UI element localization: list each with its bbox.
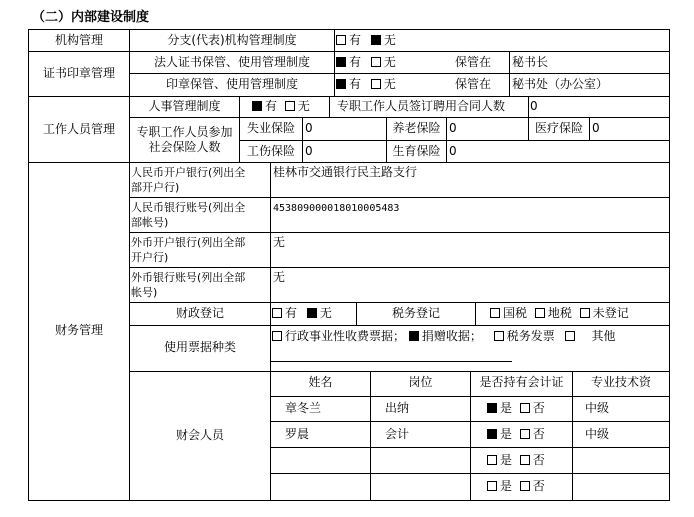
hr-yes-checkbox[interactable]: [252, 101, 262, 111]
insurance-label-line2: 社会保险人数: [148, 140, 221, 154]
seal-policy-label: 印章保管、使用管理制度: [165, 77, 298, 91]
staff-1-cert-yes-checkbox[interactable]: [487, 403, 497, 413]
finance-reg-yes-checkbox[interactable]: [272, 308, 282, 318]
fx-account-label-line1: 外币银行账号(列出全部: [131, 271, 246, 284]
seal-keeper-label: 保管在: [455, 77, 492, 91]
finance-reg-no-checkbox[interactable]: [307, 308, 317, 318]
seal-no-checkbox[interactable]: [371, 79, 381, 89]
receipt-types-label: 使用票据种类: [163, 340, 236, 354]
admin-fee-receipt-checkbox[interactable]: [272, 331, 282, 341]
staff-3-cert-no-checkbox[interactable]: [520, 455, 530, 465]
col-title-header: 专业技术资: [590, 375, 651, 389]
unemployment-label: 失业保险: [246, 121, 295, 135]
unregistered-checkbox[interactable]: [580, 308, 590, 318]
rmb-account-value: 453809000018010005483: [273, 203, 400, 214]
legal-cert-keeper-label: 保管在: [455, 55, 492, 69]
injury-label: 工伤保险: [246, 144, 295, 158]
unemployment-value: 0: [305, 121, 313, 135]
rmb-account-label-line1: 人民币银行账号(列出全: [131, 201, 246, 214]
staff-2-title: 中级: [585, 427, 610, 441]
tax-registration-options: 国税 地税 未登记: [490, 306, 629, 321]
staff-1-name: 章冬兰: [285, 401, 322, 415]
rmb-bank-value: 桂林市交通银行民主路支行: [273, 165, 418, 179]
finance-registration-options: 有 无: [272, 306, 332, 321]
finance-management-label: 财务管理: [54, 323, 103, 337]
staff-1-post: 出纳: [385, 401, 410, 415]
seal-options: 有 无: [336, 77, 396, 92]
accounting-staff-label: 财会人员: [175, 428, 224, 442]
tax-invoice-checkbox[interactable]: [494, 331, 504, 341]
branch-yes-checkbox[interactable]: [336, 35, 346, 45]
local-tax-checkbox[interactable]: [535, 308, 545, 318]
staff-3-cert-yes-checkbox[interactable]: [487, 455, 497, 465]
org-management-label: 机构管理: [54, 33, 103, 47]
tax-registration-label: 税务登记: [391, 306, 440, 320]
section-title: （二）内部建设制度: [32, 10, 150, 25]
pension-value: 0: [449, 121, 457, 135]
other-receipt-checkbox[interactable]: [565, 331, 575, 341]
rmb-bank-label-line1: 人民币开户银行(列出全: [131, 166, 246, 179]
fx-account-value: 无: [273, 270, 286, 284]
legal-cert-keeper-value: 秘书长: [512, 55, 549, 69]
receipt-types-options: 行政事业性收费票据； 捐赠收据； 税务发票 其他: [272, 329, 616, 344]
staff-2-cert: 是 否: [487, 427, 545, 442]
maternity-label: 生育保险: [392, 144, 441, 158]
medical-value: 0: [592, 121, 600, 135]
col-name-header: 姓名: [308, 375, 333, 389]
staff-2-post: 会计: [385, 427, 410, 441]
hr-no-checkbox[interactable]: [285, 101, 295, 111]
staff-1-title: 中级: [585, 401, 610, 415]
staff-2-cert-no-checkbox[interactable]: [520, 429, 530, 439]
medical-label: 医疗保险: [534, 121, 583, 135]
branch-policy-label: 分支(代表)机构管理制度: [167, 33, 297, 47]
fx-account-label-line2: 帐号): [131, 286, 158, 299]
pension-label: 养老保险: [392, 121, 441, 135]
col-cert-header: 是否持有会计证: [479, 375, 564, 389]
rmb-account-label-line2: 部帐号): [131, 216, 169, 229]
staff-3-cert: 是 否: [487, 453, 545, 468]
fx-bank-label-line2: 开户行): [131, 251, 169, 264]
staff-2-name: 罗晨: [285, 427, 310, 441]
legal-cert-options: 有 无: [336, 55, 396, 70]
cert-seal-label: 证书印章管理: [42, 66, 115, 80]
seal-yes-checkbox[interactable]: [336, 79, 346, 89]
col-post-header: 岗位: [408, 375, 433, 389]
staff-2-cert-yes-checkbox[interactable]: [487, 429, 497, 439]
contract-count-label: 专职工作人员签订聘用合同人数: [337, 99, 506, 113]
finance-registration-label: 财政登记: [175, 306, 224, 320]
rmb-bank-label-line2: 部开户行): [131, 181, 180, 194]
legal-cert-no-checkbox[interactable]: [371, 57, 381, 67]
injury-value: 0: [305, 144, 313, 158]
legal-cert-yes-checkbox[interactable]: [336, 57, 346, 67]
national-tax-checkbox[interactable]: [490, 308, 500, 318]
donation-receipt-checkbox[interactable]: [409, 331, 419, 341]
fx-bank-value: 无: [273, 235, 286, 249]
staff-1-cert: 是 否: [487, 401, 545, 416]
staff-management-label: 工作人员管理: [42, 122, 115, 136]
hr-policy-label: 人事管理制度: [148, 99, 221, 113]
hr-policy-options: 有 无: [252, 99, 310, 114]
legal-cert-policy-label: 法人证书保管、使用管理制度: [153, 55, 310, 69]
fx-bank-label-line1: 外币开户银行(列出全部: [131, 236, 246, 249]
contract-count-value: 0: [530, 99, 538, 113]
insurance-label-line1: 专职工作人员参加: [136, 125, 233, 139]
staff-4-cert: 是 否: [487, 479, 545, 494]
maternity-value: 0: [449, 144, 457, 158]
staff-4-cert-no-checkbox[interactable]: [520, 481, 530, 491]
staff-4-cert-yes-checkbox[interactable]: [487, 481, 497, 491]
seal-keeper-value: 秘书处（办公室）: [512, 77, 609, 91]
staff-1-cert-no-checkbox[interactable]: [520, 403, 530, 413]
branch-no-checkbox[interactable]: [371, 35, 381, 45]
branch-policy-options: 有 无: [336, 33, 396, 48]
